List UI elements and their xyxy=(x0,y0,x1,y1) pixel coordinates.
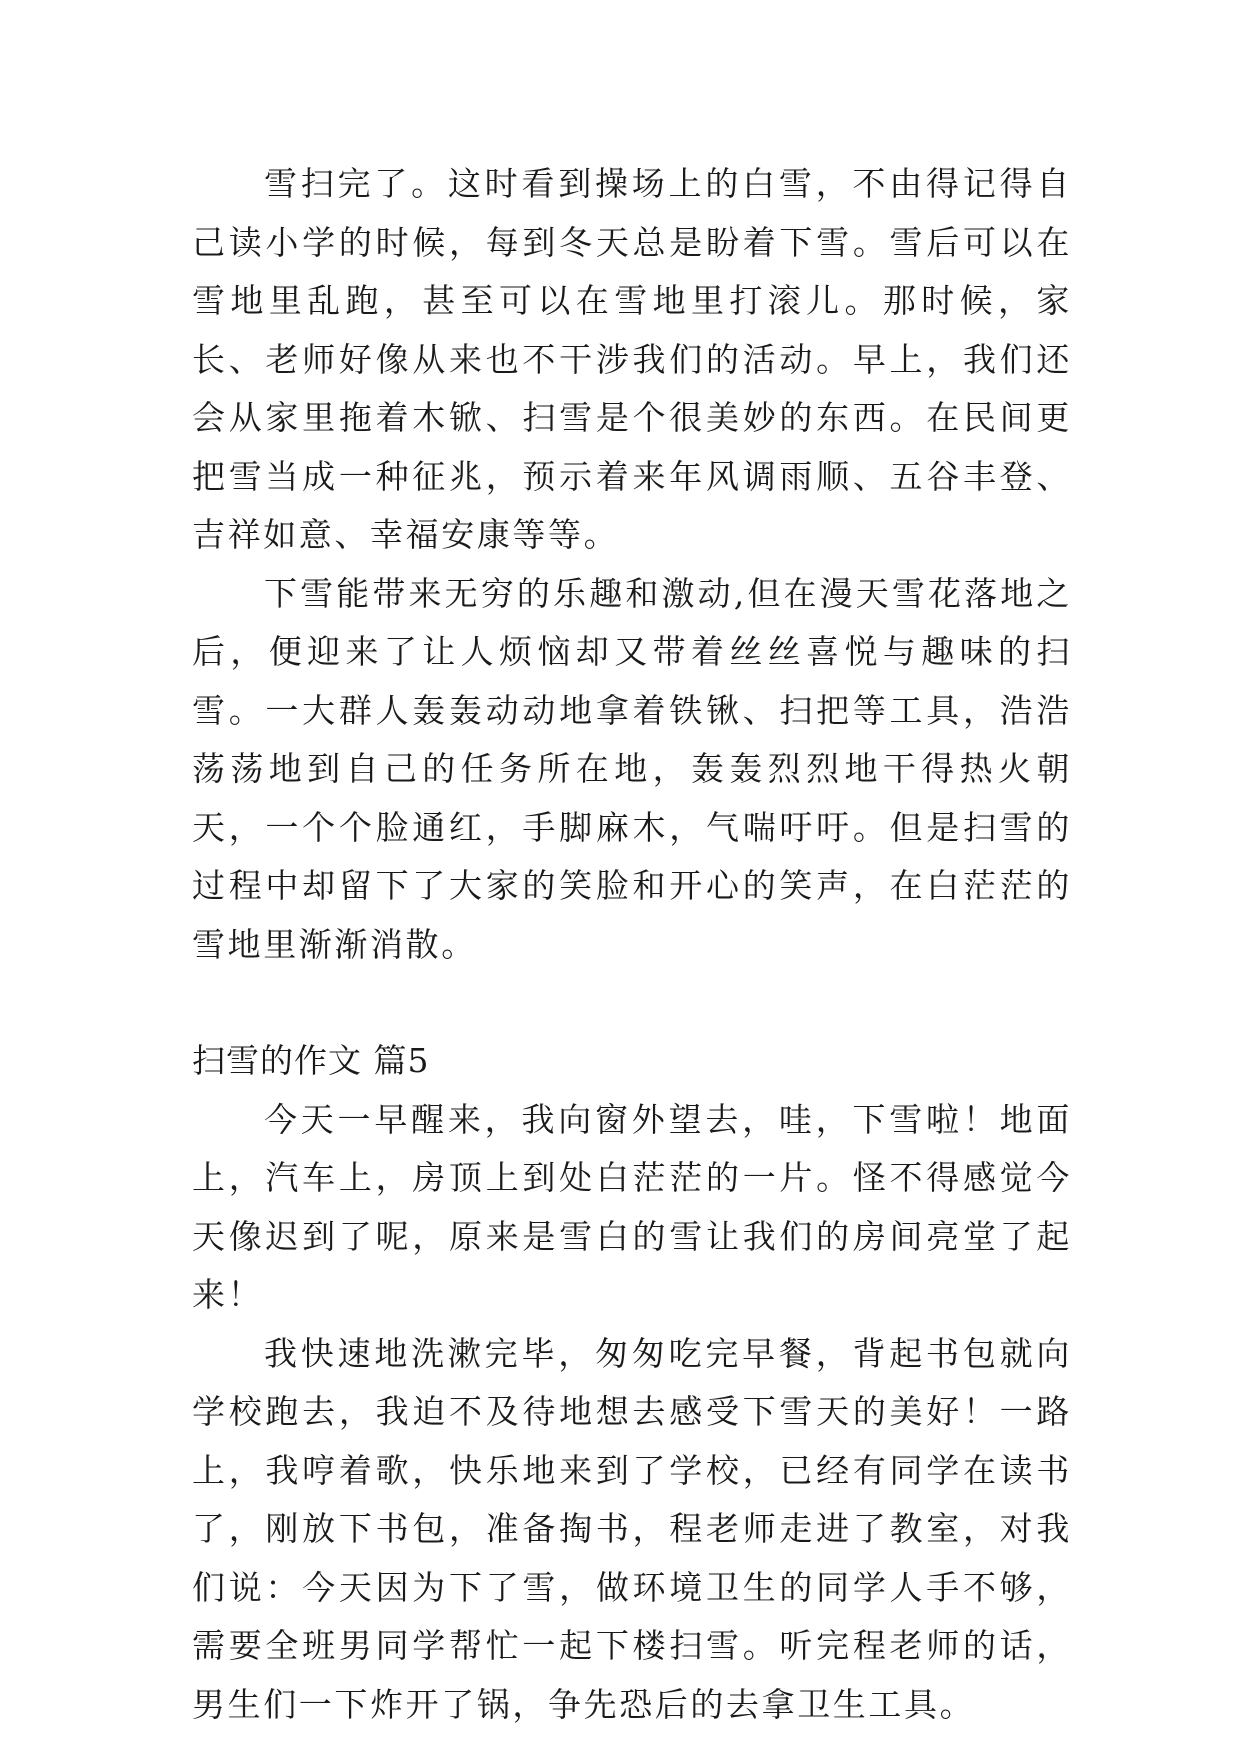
section-heading: 扫雪的作文 篇5 xyxy=(192,1041,430,1080)
paragraph-sweep-finished: 雪扫完了。这时看到操场上的白雪，不由得记得自己读小学的时候，每到冬天总是盼着下雪。雪后可以在雪地里乱跑，甚至可以在雪地里打滚儿。那时候，家长、老师好像从来也不干涉我们的活动。早上，我们还会从家里拖着木锨、扫雪是个很美妙的东西。在民间更把雪当成一种征兆，预示着来年风调雨顺、五谷丰登、吉祥如意、幸福安康等等。 xyxy=(192,164,1072,554)
paragraph-snow-joy: 下雪能带来无穷的乐趣和激动,但在漫天雪花落地之后，便迎来了让人烦恼却又带着丝丝喜悦与趣味的扫雪。一大群人轰轰动动地拿着铁锹、扫把等工具，浩浩荡荡地到自己的任务所在地，轰轰烈烈地干得热火朝天，一个个脸通红，手脚麻木，气喘吁吁。但是扫雪的过程中却留下了大家的笑脸和开心的笑声，在白茫茫的雪地里渐渐消散。 xyxy=(192,573,1072,964)
paragraph-go-to-school: 我快速地洗漱完毕，匆匆吃完早餐，背起书包就向学校跑去，我迫不及待地想去感受下雪天的美好！一路上，我哼着歌，快乐地来到了学校，已经有同学在读书了，刚放下书包，准备掏书，程老师走进了教室，对我们说：今天因为下了雪，做环境卫生的同学人手不够，需要全班男同学帮忙一起下楼扫雪。听完程老师的话，男生们一下炸开了锅，争先恐后的去拿卫生工具。 xyxy=(192,1333,1072,1724)
document-body xyxy=(192,155,1072,1734)
paragraph-morning-snow: 今天一早醒来，我向窗外望去，哇，下雪啦！地面上，汽车上，房顶上到处白茫茫的一片。怪不得感觉今天像迟到了呢，原来是雪白的雪让我们的房间亮堂了起来！ xyxy=(192,1099,1072,1314)
